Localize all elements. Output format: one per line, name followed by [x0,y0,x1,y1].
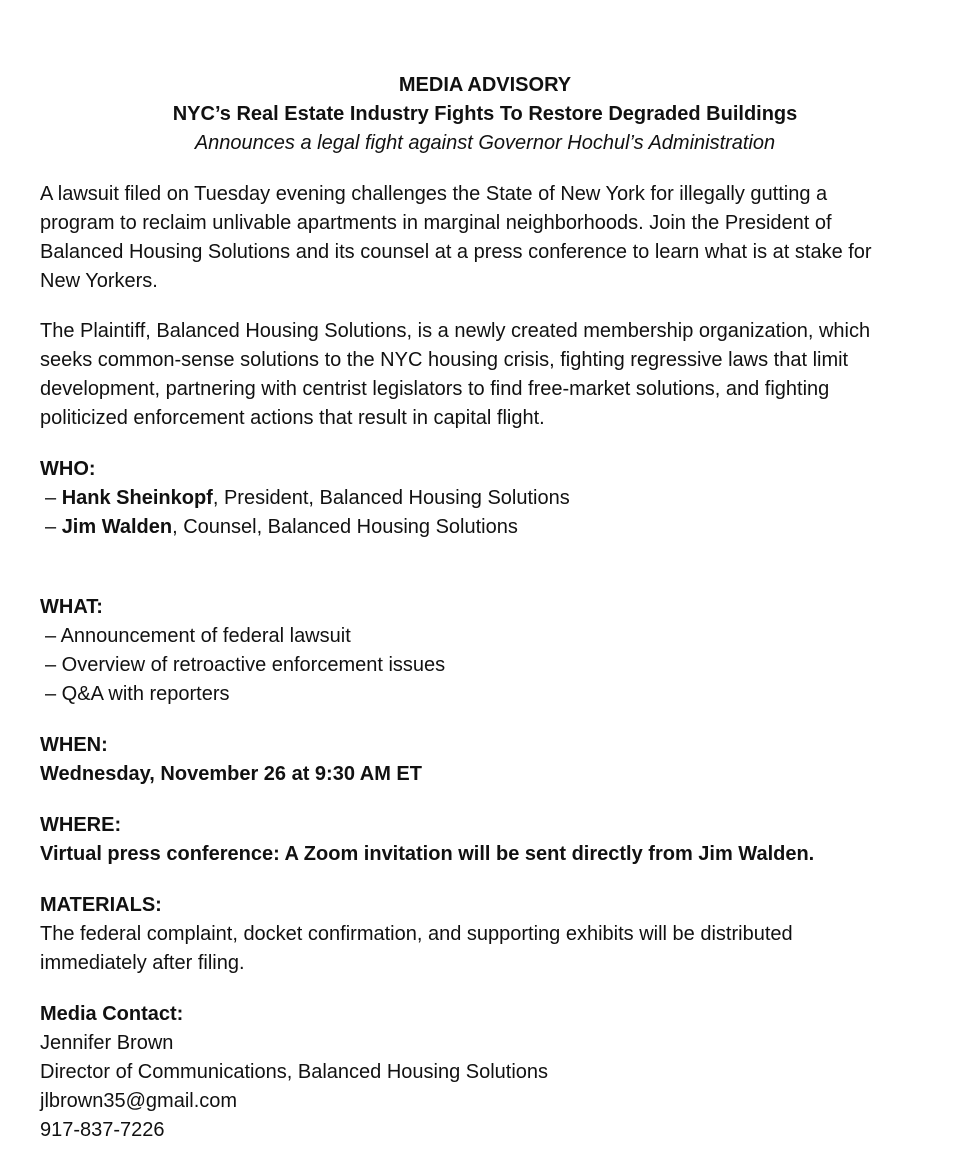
materials-label: MATERIALS: [40,894,162,916]
contact-label: Media Contact: [40,1003,184,1025]
intro-line: New Yorkers. [40,270,158,292]
headline: NYC’s Real Estate Industry Fights To Restore Degraded Buildings [172,103,798,125]
contact-name: Jennifer Brown [40,1032,174,1054]
intro-paragraph [40,180,960,296]
plaintiff-paragraph [40,317,960,433]
list-dash: – [45,516,62,538]
what-item: – Q&A with reporters [45,683,230,705]
when-label: WHEN: [40,734,108,756]
contact-title: Director of Communications, Balanced Housing Solutions [40,1061,549,1083]
when-section [40,731,960,789]
who-item [40,513,960,542]
intro-line: A lawsuit filed on Tuesday evening challenges the State of New York for illegally gutting a [40,183,828,205]
where-value: Virtual press conference: A Zoom invitation will be sent directly from Jim Walden. [40,843,815,865]
who-section [40,455,960,542]
what-item: – Announcement of federal lawsuit [45,625,351,647]
materials-section [40,891,960,978]
subheadline: Announces a legal fight against Governor Hochul’s Administration [194,132,776,154]
what-section [40,593,960,709]
who-item [40,484,960,513]
plaintiff-line: The Plaintiff, Balanced Housing Solutions, is a newly created membership organization, which [40,320,871,342]
contact-phone: 917-837-7226 [40,1119,165,1141]
intro-line: program to reclaim unlivable apartments in marginal neighborhoods. Join the President of [40,212,832,234]
intro-line: Balanced Housing Solutions and its counsel at a press conference to learn what is at stake for [40,241,872,263]
person-role: , Counsel, Balanced Housing Solutions [172,516,518,538]
list-dash: – [45,487,62,509]
plaintiff-line: politicized enforcement actions that result in capital flight. [40,407,545,429]
where-label: WHERE: [40,814,122,836]
person-name: Jim Walden [61,516,173,538]
person-role: , President, Balanced Housing Solutions [212,487,570,509]
what-label: WHAT: [40,596,103,618]
who-label: WHO: [40,458,96,480]
contact-email: jlbrown35@gmail.com [40,1090,238,1112]
materials-line: The federal complaint, docket confirmation, and supporting exhibits will be distributed [40,923,793,945]
when-value: Wednesday, November 26 at 9:30 AM ET [40,763,422,785]
materials-line: immediately after filing. [40,952,245,974]
plaintiff-line: seeks common-sense solutions to the NYC housing crisis, fighting regressive laws that limit [40,349,849,371]
document-title: MEDIA ADVISORY [398,74,572,96]
plaintiff-line: development, partnering with centrist legislators to find free-market solutions, and fighting [40,378,830,400]
what-item: – Overview of retroactive enforcement issues [45,654,446,676]
document-header [0,71,970,158]
where-section [40,811,960,869]
person-name: Hank Sheinkopf [61,487,213,509]
media-contact-section [40,1000,960,1145]
